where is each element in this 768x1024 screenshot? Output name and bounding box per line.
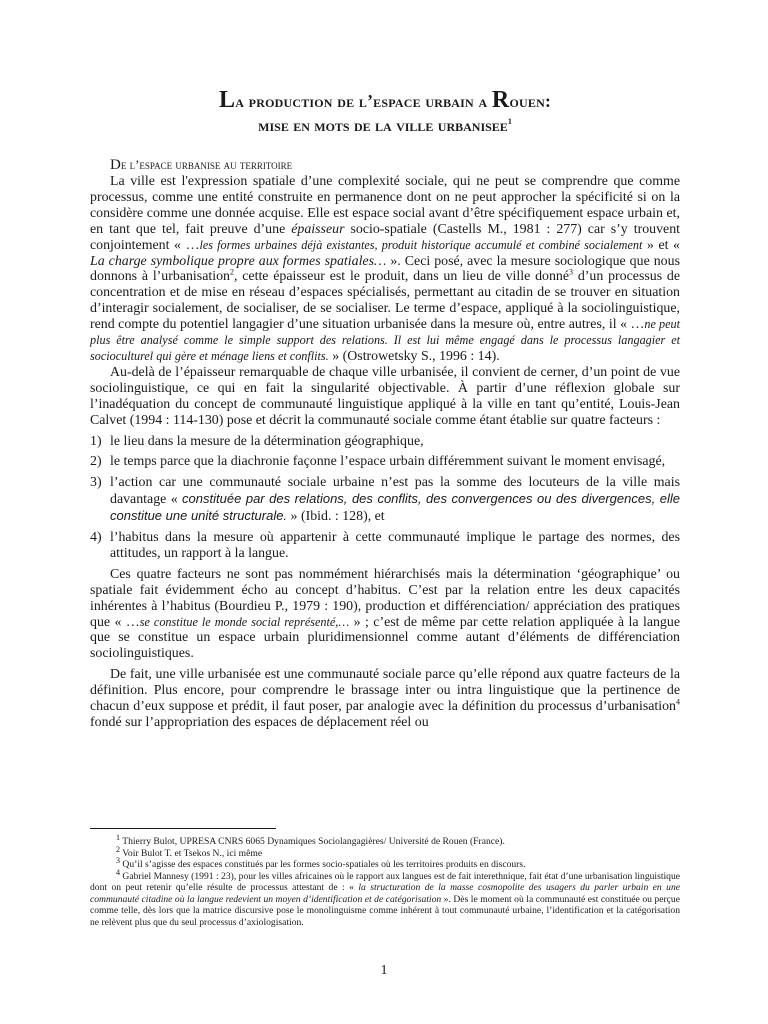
footnote-ref: 2 <box>229 267 234 277</box>
italic-quote: se constitue le monde social représenté,… <box>139 614 350 629</box>
title-initial: L <box>219 87 236 113</box>
list-number: 3) <box>90 475 102 491</box>
title-text-part: ouen: <box>509 91 551 111</box>
paragraph-2: Au-delà de l’épaisseur remarquable de chaque ville urbanisée, il convient de cerner, d’un point de vue sociolinguistique, ce qui en fait la singularité objectivable. À partir d’une réflexion globale sur l’inadéquation du concept de communauté linguistique appliqué à la ville en tant qu’entité, Louis-Jean Calvet (1994 : 114-130) pose et décrit la communauté sociale comme étant établie sur quatre facteurs : <box>90 364 680 428</box>
footnote <box>90 832 680 848</box>
italic-quote: la structuration de la masse cosmopolite des usagers du parler urbain en une communauté citadine où la langue redevient un moyen d’identification et de catégorisation <box>90 882 680 905</box>
italic-quote: constituée par des relations, des conflits, des convergences ou des divergences, elle constitue une unité structurale. <box>110 491 680 524</box>
footnote-text: Thierry Bulot, UPRESA CNRS 6065 Dynamiques Sociolangagières/ Université de Rouen (France). <box>122 836 505 847</box>
italic-quote: les formes urbaines déjà existantes, produit historique accumulé et combiné socialement <box>199 237 643 252</box>
document-page <box>90 88 680 731</box>
text-run: Ces quatre facteurs ne sont pas nommément hiérarchisés mais la détermination ‘géographique’ ou spatiale fait évidemment écho au concept d’habitus. C’est par la relation entre les deux capacités inhérentes à l’habitus (Bourdieu P., 1979 : 190), production et différenciation/ appréciation des pratiques que « … <box>90 566 680 630</box>
list-number: 4) <box>90 530 102 546</box>
text-run: fondé sur l’appropriation des espaces de déplacement réel ou <box>90 715 429 730</box>
paragraph-4 <box>90 667 680 731</box>
footnote-number: 1 <box>116 832 120 842</box>
list-number: 1) <box>90 433 102 449</box>
list-item <box>90 454 680 470</box>
subtitle-text: mise en mots de la ville urbanisee <box>258 115 508 135</box>
text-run: ». Ceci posé, avec la mesure sociologique que nous donnons à l’urbanisation <box>90 253 680 285</box>
text-run: , cette épaisseur est le produit, dans un lieu de ville donné <box>233 269 570 285</box>
footnote-number: 2 <box>116 844 120 854</box>
footnote <box>90 867 681 929</box>
footnote-number: 4 <box>116 867 120 877</box>
footnote <box>90 844 680 860</box>
text-run: » ; c’est de même par cette relation appliquée à la langue que se constitue un espace urbain pluridimensionnel comme autant d’éléments de différenciation sociolinguistiques. <box>90 614 680 662</box>
paragraph-1 <box>90 174 680 365</box>
list-item <box>90 475 680 525</box>
list-text: l’habitus dans la mesure où appartenir à cette communauté implique le partage des normes, des attitudes, un rapport à la langue. <box>110 530 680 561</box>
footnote-number: 3 <box>116 855 120 865</box>
factor-list <box>90 434 680 562</box>
footnote-text: Qu’il s’agisse des espaces constitués par les formes socio-spatiales où les territoires produits en discours. <box>122 859 526 870</box>
section-heading <box>110 157 680 173</box>
footnote-text: ». Dès le moment où la communauté est constituée ou perçue comme telle, dès lors que la matrice discursive pose le monolinguisme comme inhérent à tout communauté urbaine, l’identification et la catégorisation ne relèvent plus que du seul processus d’axiologisation. <box>90 893 680 928</box>
list-text: le temps parce que la diachronie façonne l’espace urbain différemment suivant le moment envisagé, <box>110 454 666 470</box>
section-text: e l’espace urbanise au territoire <box>120 157 293 172</box>
list-text: l’action car une communauté sociale urbaine n’est pas la somme des locuteurs de la ville mais davantage « <box>110 475 680 508</box>
page-title <box>90 88 680 113</box>
footnote-text: Voir Bulot T. et Tsekos N., ici même <box>122 847 263 859</box>
page-subtitle <box>90 113 680 137</box>
title-initial: R <box>491 87 510 113</box>
text-run: » (Ostrowetsky S., 1996 : 14). <box>328 348 500 364</box>
list-item <box>90 434 680 450</box>
list-item <box>90 530 680 562</box>
footnote-ref: 4 <box>676 697 680 707</box>
text-run: La ville est l'expression spatiale d’une complexité sociale, qui ne peut se comprendre que comme processus, comme une entité construite en permanence dont on ne peut approcher la spécificité si on la considère comme une donnée acquise. Elle est espace social avant d’être spécifiquement espace urbain et, en tant que tel, fait preuve d’une <box>90 174 680 237</box>
list-number: 2) <box>90 454 102 470</box>
text-run: socio-spatiale (Castells M., 1981 : 277) car s’y trouvent conjointement « … <box>90 221 681 253</box>
text-run: De fait, une ville urbanisée est une communauté sociale parce qu’elle répond aux quatre facteurs de la définition. Plus encore, pour comprendre le brassage inter ou intra linguistique que la pertinence de chacun d’eux suppose et prédit, il faut poser, par analogie avec la définition du processus d’urbanisation <box>90 667 680 715</box>
title-text-part: a production de l’espace urbain a <box>235 91 492 111</box>
italic-run: épaisseur <box>291 221 345 237</box>
italic-quote: ne peut plus être analysé comme le simple support des relations. Il est lui même engagé dans le processus langagier et socioculturel qui gère et ménage liens et conflits. <box>90 317 680 363</box>
footnote-ref: 1 <box>507 117 512 127</box>
list-text: » (Ibid. : 128), et <box>287 509 385 525</box>
footnote <box>90 855 680 871</box>
footnotes <box>90 832 681 928</box>
italic-quote: La charge symbolique propre aux formes spatiales… <box>90 253 387 269</box>
footnote-ref: 3 <box>569 267 574 277</box>
text-run: » et « <box>642 237 680 253</box>
section-initial: D <box>110 157 121 173</box>
paragraph-3 <box>90 567 680 662</box>
text-run: d’un processus de concentration et de mise en réseau d’espaces spécialisés, permettant au citadin de se trouver en situation d’interagir socialement, de socialiser, de se socialiser. Le terme d’espace, appliqué à la sociolinguistique, rend compte du potentiel langagier d’une situation urbanisée dans la mesure où, entre autres, il « … <box>90 269 681 333</box>
footnote-text: Gabriel Mannesy (1991 : 23), pour les villes africaines où le rapport aux langues est de fait interethnique, fait état d’une urbanisation linguistique dont on peut retenir qu’elle résulte de processus attestant de : « <box>90 870 681 893</box>
footnote-divider <box>90 828 276 829</box>
page-number: 1 <box>380 963 388 978</box>
list-text: le lieu dans la mesure de la détermination géographique, <box>110 433 424 449</box>
